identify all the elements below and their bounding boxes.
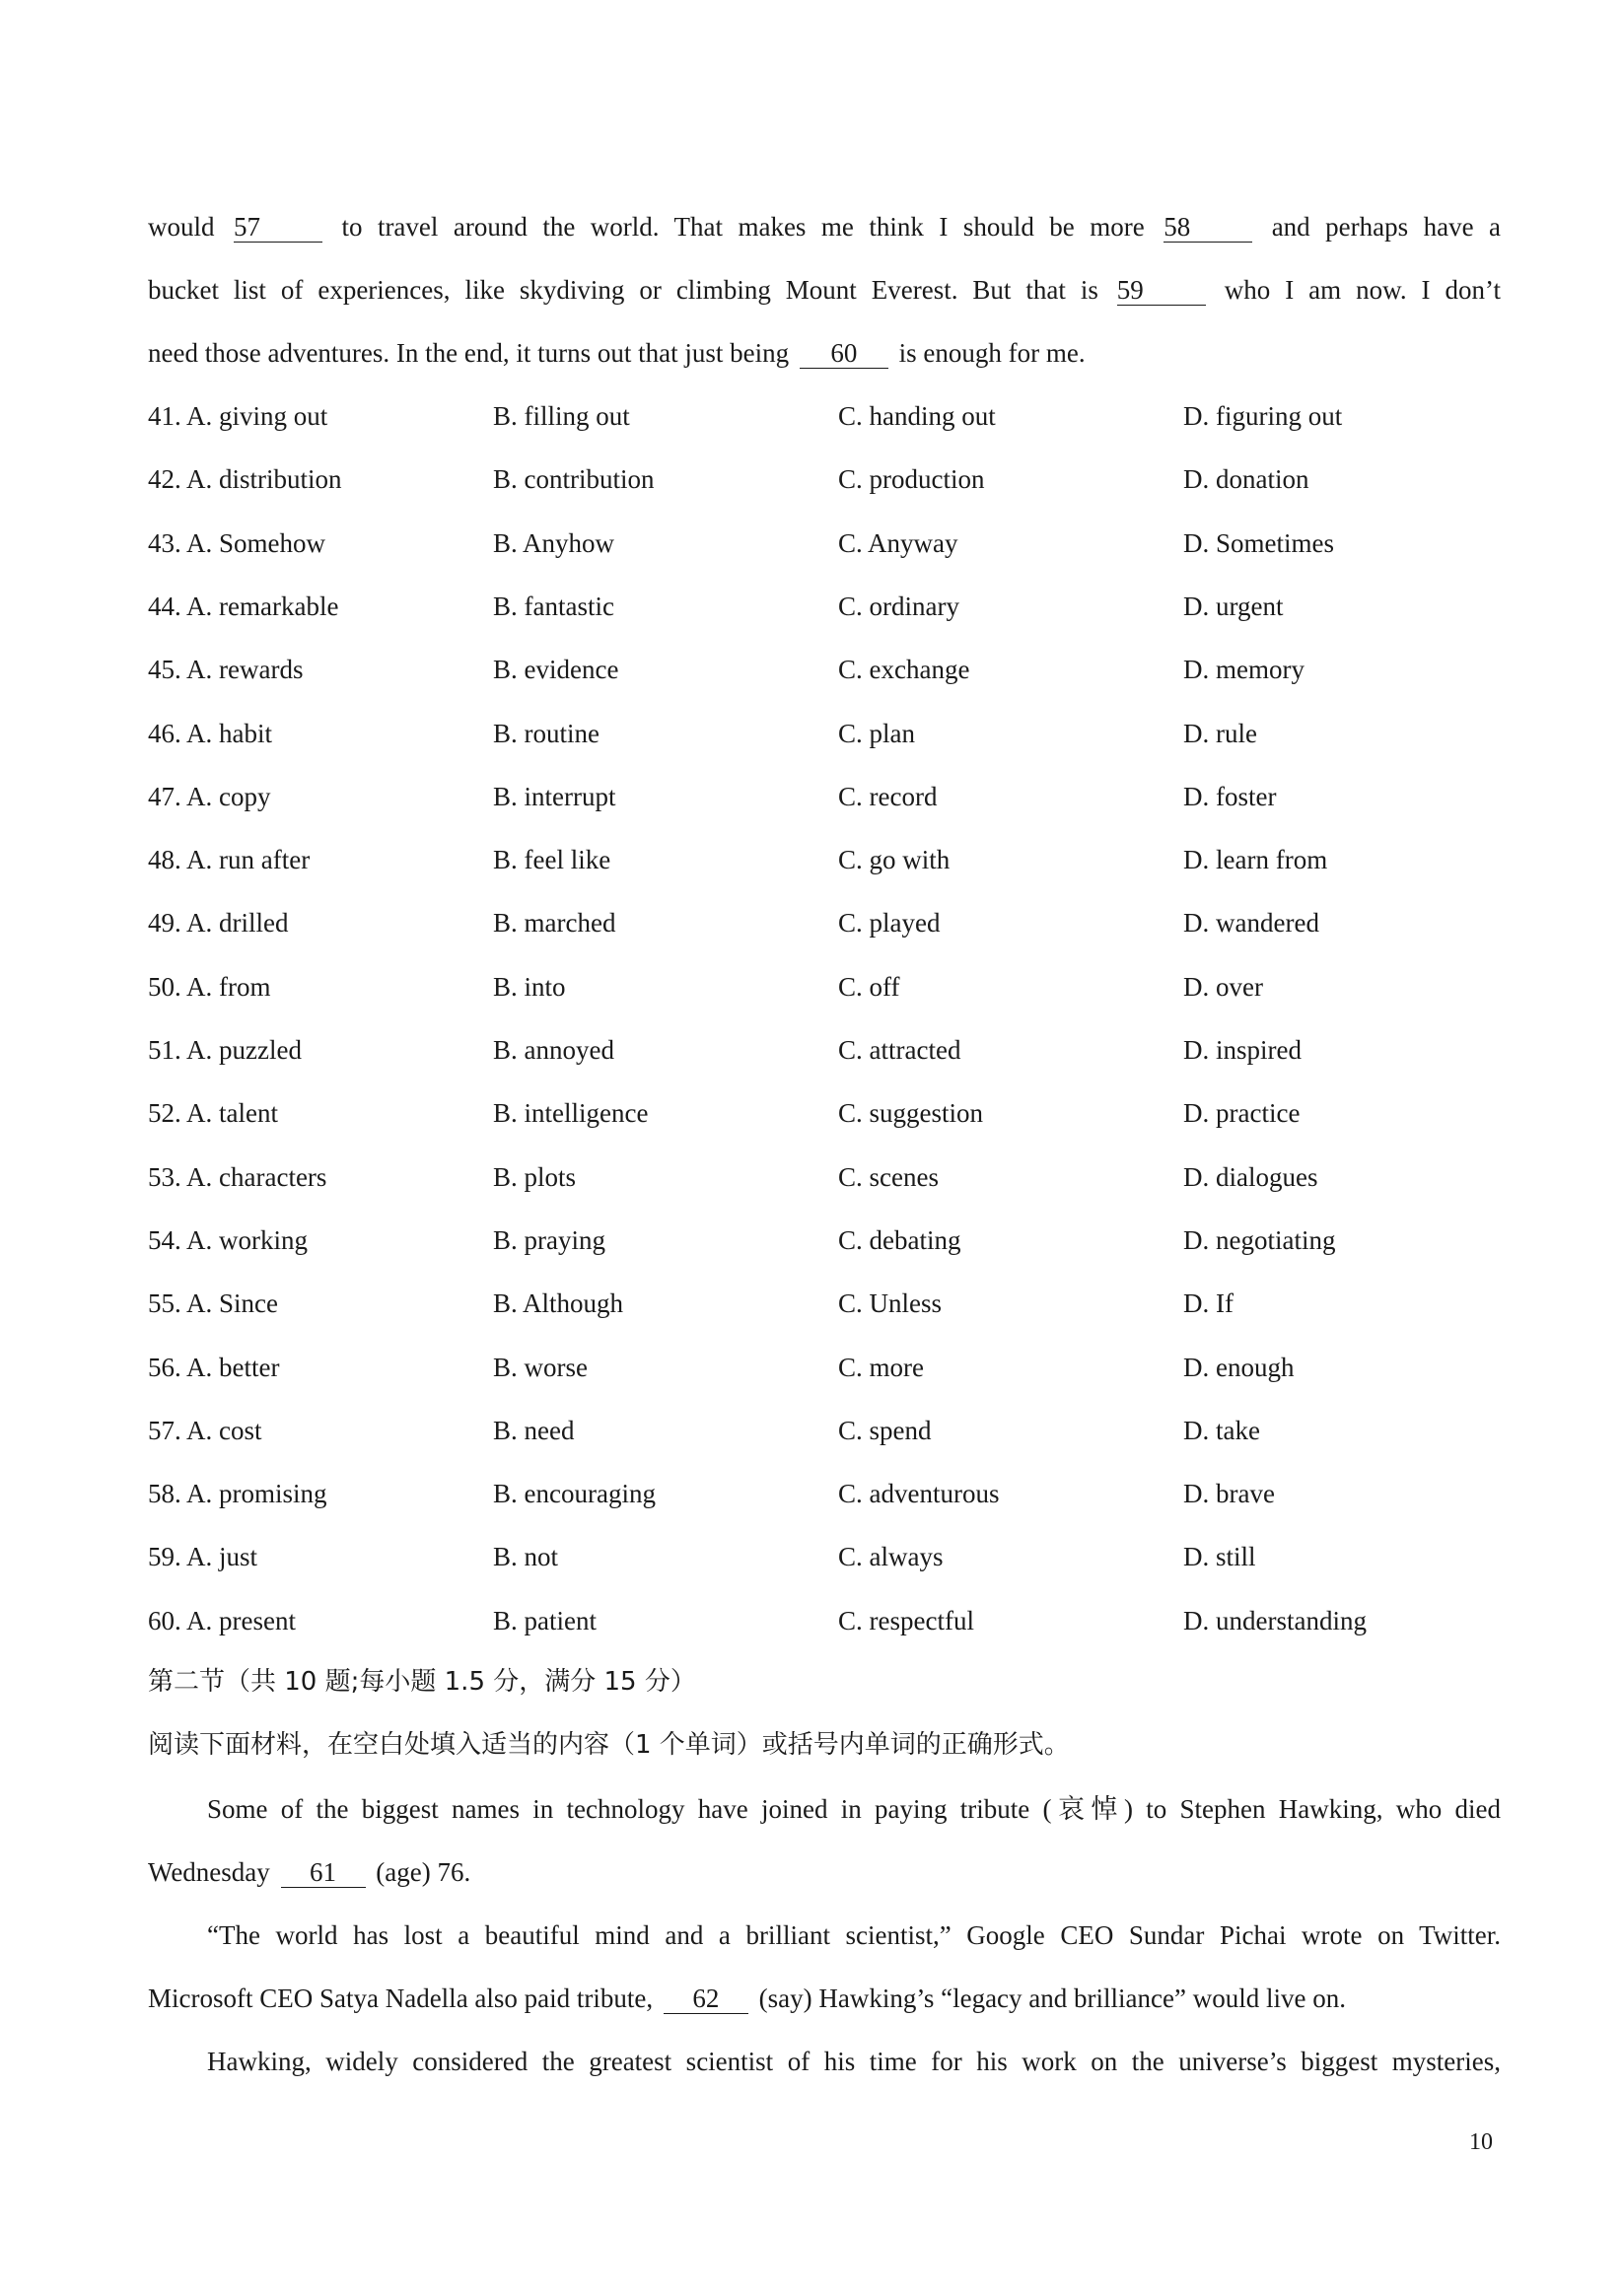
question-number: 52. [148,1098,181,1128]
option-b-text: B. contribution [493,464,655,494]
option-b-text: B. into [493,972,566,1002]
option-c-text: C. adventurous [838,1479,1000,1508]
option-a-text: A. better [186,1353,280,1382]
option-c-text: C. debating [838,1225,961,1255]
option-a[interactable] [148,1157,326,1197]
option-b[interactable] [493,1601,597,1640]
option-c[interactable] [838,1601,974,1640]
question-number: 56. [148,1353,181,1382]
option-d-text: D. Sometimes [1183,528,1334,558]
option-b-text: B. patient [493,1606,597,1635]
option-a[interactable] [148,714,272,753]
option-c[interactable] [838,903,940,942]
option-b-text: B. marched [493,908,616,938]
option-b[interactable] [493,1220,605,1260]
option-c[interactable] [838,459,985,499]
option-d-text: D. practice [1183,1098,1301,1128]
question-number: 60. [148,1606,181,1635]
option-d-text: D. take [1183,1416,1260,1445]
option-c[interactable] [838,967,900,1007]
option-b-text: B. evidence [493,655,619,684]
option-a[interactable] [148,1030,302,1070]
option-a[interactable] [148,650,303,689]
option-c[interactable] [838,1474,999,1513]
option-b[interactable] [493,1537,558,1576]
option-a-text: A. cost [186,1416,262,1445]
option-b-text: B. routine [493,719,599,748]
option-a-text: A. drilled [186,908,289,938]
option-c-text: C. Unless [838,1288,943,1318]
option-b-text: B. Anyhow [493,528,615,558]
question-number: 44. [148,591,181,621]
question-number: 41. [148,401,181,431]
option-d-text: D. foster [1183,782,1277,811]
option-c-text: C. spend [838,1416,932,1445]
passage-b-p2-line-1: “The world has lost a beautiful mind and a brilliant scientist,” Google CEO Sundar Pichai wrote on Twitter. [207,1920,1501,1950]
option-a[interactable] [148,1411,262,1450]
question-number: 53. [148,1162,181,1192]
option-c-text: C. more [838,1353,924,1382]
option-a[interactable] [148,396,327,436]
option-c-text: C. ordinary [838,591,959,621]
option-b[interactable] [493,523,614,563]
passage-a-line-2: bucket list of experiences, like skydiving or climbing Mount Everest. But that is 59 who I am now. I don’t [148,275,1502,305]
option-d-text: D. learn from [1183,845,1328,874]
blank-58[interactable]: 58 [1164,212,1252,243]
option-c[interactable] [838,1348,924,1387]
option-b[interactable] [493,1284,623,1323]
question-number: 57. [148,1416,181,1445]
option-d[interactable] [1183,840,1327,879]
option-c[interactable] [838,587,959,626]
option-a[interactable] [148,1537,257,1576]
option-d[interactable] [1183,1030,1302,1070]
option-a-text: A. working [186,1225,309,1255]
option-c-text: C. production [838,464,985,494]
option-b[interactable] [493,777,615,816]
option-c-text: C. scenes [838,1162,939,1192]
option-a[interactable] [148,903,289,942]
option-d-text: D. negotiating [1183,1225,1336,1255]
option-b[interactable] [493,1474,656,1513]
question-number: 50. [148,972,181,1002]
option-d[interactable] [1183,1284,1234,1323]
option-d[interactable] [1183,777,1276,816]
option-a[interactable] [148,1220,308,1260]
option-d-text: D. wandered [1183,908,1319,938]
option-a[interactable] [148,1093,278,1133]
option-d[interactable] [1183,903,1319,942]
option-c[interactable] [838,523,958,563]
option-c[interactable] [838,1537,943,1576]
option-a[interactable] [148,777,271,816]
option-d[interactable] [1183,1093,1300,1133]
option-b-text: B. interrupt [493,782,616,811]
option-d-text: D. If [1183,1288,1234,1318]
option-a[interactable] [148,523,325,563]
option-c[interactable] [838,396,996,436]
option-d[interactable] [1183,1348,1294,1387]
option-a[interactable] [148,587,338,626]
option-a-text: A. giving out [186,401,328,431]
question-number: 45. [148,655,181,684]
question-number: 54. [148,1225,181,1255]
option-b-text: B. Although [493,1288,624,1318]
option-d[interactable] [1183,967,1263,1007]
blank-57[interactable]: 57 [234,212,322,243]
option-c[interactable] [838,777,937,816]
section-2-heading: 第二节（共 10 题;每小题 1.5 分，满分 15 分） [148,1667,696,1697]
blank-61[interactable]: 61 [281,1857,366,1888]
option-d[interactable] [1183,1411,1260,1450]
option-c-text: C. always [838,1542,944,1571]
option-a-text: A. promising [186,1479,327,1508]
option-a-text: A. just [186,1542,258,1571]
option-d[interactable] [1183,1474,1275,1513]
option-c-text: C. record [838,782,938,811]
option-d[interactable] [1183,650,1305,689]
option-d-text: D. inspired [1183,1035,1302,1065]
option-c-text: C. played [838,908,941,938]
option-c-text: C. off [838,972,900,1002]
option-b-text: B. not [493,1542,559,1571]
option-b[interactable] [493,1411,574,1450]
option-b[interactable] [493,459,655,499]
option-b-text: B. annoyed [493,1035,614,1065]
option-a[interactable] [148,967,271,1007]
option-c[interactable] [838,1411,932,1450]
option-b-text: B. fantastic [493,591,614,621]
option-b[interactable] [493,1093,648,1133]
option-b[interactable] [493,650,618,689]
question-number: 43. [148,528,181,558]
option-d[interactable] [1183,587,1284,626]
passage-b-p2-line-2: Microsoft CEO Satya Nadella also paid tribute, 62 (say) Hawking’s “legacy and brilliance” would live on. [148,1983,1346,2013]
option-c[interactable] [838,650,969,689]
blank-60[interactable]: 60 [800,338,888,369]
option-a[interactable] [148,1348,279,1387]
option-c[interactable] [838,714,915,753]
option-b-text: B. need [493,1416,575,1445]
option-d-text: D. dialogues [1183,1162,1318,1192]
section-2-instruction: 阅读下面材料，在空白处填入适当的内容（1 个单词）或括号内单词的正确形式。 [148,1730,1070,1760]
passage-b-p3-line-1: Hawking, widely considered the greatest scientist of his time for his work on the universe’s biggest mysteries, [207,2047,1501,2076]
option-b[interactable] [493,1348,588,1387]
question-number: 51. [148,1035,181,1065]
option-a[interactable] [148,840,310,879]
option-d-text: D. memory [1183,655,1305,684]
question-number: 42. [148,464,181,494]
option-c-text: C. go with [838,845,951,874]
option-a-text: A. distribution [186,464,342,494]
question-number: 49. [148,908,181,938]
option-d-text: D. urgent [1183,591,1284,621]
question-number: 46. [148,719,181,748]
option-a-text: A. puzzled [186,1035,302,1065]
option-a-text: A. copy [186,782,271,811]
option-a[interactable] [148,1601,296,1640]
page-number: 10 [1469,2129,1493,2155]
option-c[interactable] [838,1030,960,1070]
option-d[interactable] [1183,1157,1317,1197]
blank-59[interactable]: 59 [1117,275,1206,306]
option-c[interactable] [838,840,950,879]
option-a[interactable] [148,1284,278,1323]
option-b-text: B. worse [493,1353,588,1382]
question-number: 47. [148,782,181,811]
option-a-text: A. present [186,1606,296,1635]
option-b-text: B. encouraging [493,1479,656,1508]
option-a[interactable] [148,1474,327,1513]
option-a[interactable] [148,459,342,499]
option-b-text: B. plots [493,1162,577,1192]
passage-a-line-3: need those adventures. In the end, it turns out that just being 60 is enough for me. [148,338,1086,368]
option-b[interactable] [493,714,599,753]
question-number: 59. [148,1542,181,1571]
option-c-text: C. handing out [838,401,996,431]
option-b-text: B. intelligence [493,1098,649,1128]
option-a-text: A. remarkable [186,591,339,621]
option-a-text: A. Since [186,1288,278,1318]
option-d-text: D. enough [1183,1353,1295,1382]
option-b[interactable] [493,840,610,879]
option-d[interactable] [1183,1601,1367,1640]
question-number: 55. [148,1288,181,1318]
option-b[interactable] [493,967,566,1007]
option-d-text: D. understanding [1183,1606,1367,1635]
option-c-text: C. plan [838,719,915,748]
option-c[interactable] [838,1284,942,1323]
option-b[interactable] [493,1157,576,1197]
option-d[interactable] [1183,1537,1256,1576]
option-d-text: D. figuring out [1183,401,1343,431]
passage-b-p1-line-2: Wednesday 61 (age) 76. [148,1857,471,1887]
option-b[interactable] [493,587,614,626]
option-c-text: C. suggestion [838,1098,984,1128]
option-a-text: A. run after [186,845,311,874]
passage-a-line-1: would 57 to travel around the world. That makes me think I should be more 58 and perhaps have a [148,212,1502,242]
option-c[interactable] [838,1093,983,1133]
option-c-text: C. attracted [838,1035,961,1065]
option-d-text: D. rule [1183,719,1257,748]
option-d-text: D. donation [1183,464,1309,494]
passage-b-p1-line-1: Some of the biggest names in technology have joined in paying tribute (哀悼) to Stephen Hawking, who died [207,1794,1501,1824]
option-b[interactable] [493,396,630,436]
option-d[interactable] [1183,714,1257,753]
question-number: 48. [148,845,181,874]
option-a-text: A. rewards [186,655,304,684]
question-number: 58. [148,1479,181,1508]
option-a-text: A. characters [186,1162,327,1192]
option-b-text: B. praying [493,1225,605,1255]
option-b-text: B. feel like [493,845,611,874]
option-c[interactable] [838,1220,960,1260]
option-d[interactable] [1183,396,1342,436]
option-d[interactable] [1183,523,1334,563]
option-b-text: B. filling out [493,401,630,431]
option-a-text: A. talent [186,1098,278,1128]
option-b[interactable] [493,903,615,942]
option-a-text: A. Somehow [186,528,326,558]
option-a-text: A. habit [186,719,273,748]
option-c-text: C. Anyway [838,528,958,558]
option-c[interactable] [838,1157,939,1197]
option-a-text: A. from [186,972,271,1002]
option-b[interactable] [493,1030,614,1070]
option-d-text: D. still [1183,1542,1256,1571]
option-c-text: C. exchange [838,655,970,684]
option-c-text: C. respectful [838,1606,974,1635]
option-d-text: D. over [1183,972,1263,1002]
option-d[interactable] [1183,459,1309,499]
blank-62[interactable]: 62 [664,1983,748,2014]
option-d-text: D. brave [1183,1479,1275,1508]
option-d[interactable] [1183,1220,1335,1260]
